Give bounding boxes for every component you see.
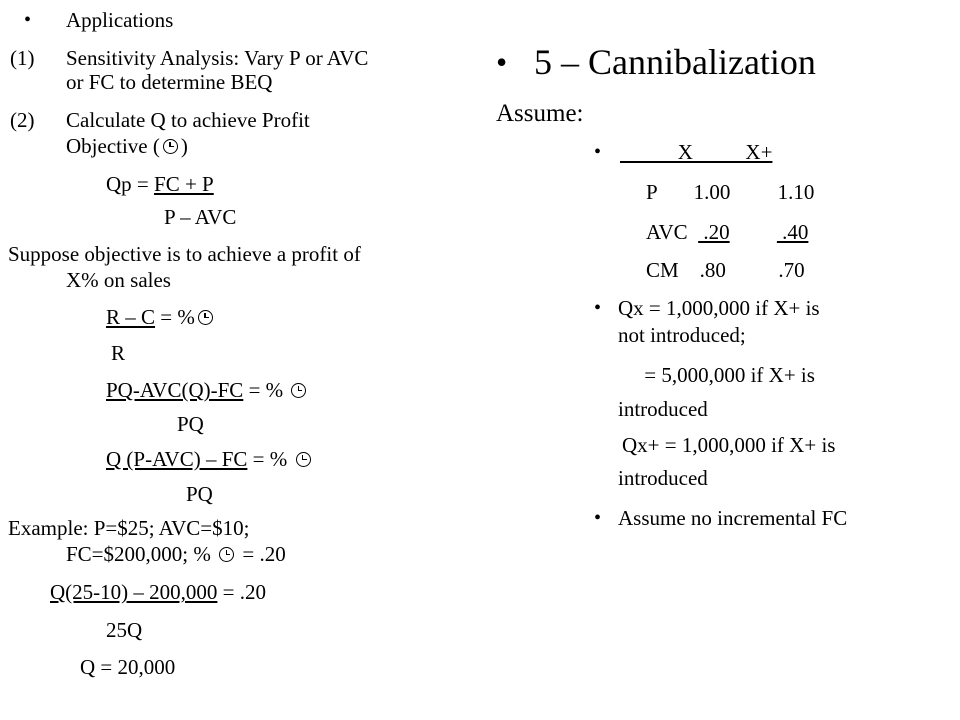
qp-numerator: FC + P: [154, 172, 214, 196]
bullet-icon: •: [594, 297, 602, 319]
qx-line2: not introduced;: [618, 323, 746, 347]
row-avc: AVC .20 .40: [646, 220, 809, 244]
item1-number: (1): [10, 46, 35, 70]
qp-formula: Qp = FC + P: [106, 172, 214, 196]
table-header: X X+: [620, 140, 773, 164]
pi-symbol-icon: [219, 547, 234, 562]
qxplus-line2: introduced: [618, 466, 708, 490]
avc-x-value: .20: [698, 220, 730, 244]
avc-xplus-value: .40: [776, 220, 809, 244]
equation1-denominator: R: [111, 341, 126, 365]
suppose-line2: X% on sales: [66, 268, 171, 292]
qxplus-line1: Qx+ = 1,000,000 if X+ is: [622, 433, 836, 457]
equation4-denominator: 25Q: [106, 618, 143, 642]
equation3: Q (P-AVC) – FC = %: [106, 447, 314, 471]
bullet-icon: •: [594, 507, 602, 529]
equation4-numerator: Q(25-10) – 200,000: [50, 580, 218, 604]
equation4: Q(25-10) – 200,000 = .20: [50, 580, 266, 604]
equation1: R – C = %: [106, 305, 216, 329]
qx-line4: introduced: [618, 397, 708, 421]
example-line2: FC=$200,000; % = .20: [66, 542, 286, 566]
row-p: P 1.00 1.10: [646, 180, 815, 204]
applications-heading: Applications: [66, 8, 174, 32]
equation2-numerator: PQ-AVC(Q)-FC: [106, 378, 244, 402]
assume-no-fc: Assume no incremental FC: [618, 506, 848, 530]
bullet-icon: •: [496, 44, 508, 80]
qp-denominator: P – AVC: [164, 205, 237, 229]
item2-line1: Calculate Q to achieve Profit: [66, 108, 310, 132]
equation3-numerator: Q (P-AVC) – FC: [106, 447, 248, 471]
equation2-denominator: PQ: [177, 412, 204, 436]
equation1-numerator: R – C: [106, 305, 156, 329]
equation3-denominator: PQ: [186, 482, 213, 506]
equation2: PQ-AVC(Q)-FC = %: [106, 378, 309, 402]
row-cm: CM .80 .70: [646, 258, 805, 282]
item2-line2: Objective ( ): [66, 134, 188, 158]
qx-line3: = 5,000,000 if X+ is: [618, 363, 815, 387]
item1-line2: or FC to determine BEQ: [66, 70, 273, 94]
pi-symbol-icon: [198, 310, 213, 325]
suppose-line1: Suppose objective is to achieve a profit of: [8, 242, 361, 266]
example-line1: Example: P=$25; AVC=$10;: [8, 516, 250, 540]
assume-heading: Assume:: [496, 100, 584, 127]
bullet-icon: •: [24, 9, 32, 31]
item2-number: (2): [10, 108, 35, 132]
bullet-icon: •: [594, 141, 602, 163]
pi-symbol-icon: [296, 452, 311, 467]
result-line: Q = 20,000: [80, 655, 176, 679]
pi-symbol-icon: [163, 139, 178, 154]
slide-title: 5 – Cannibalization: [534, 42, 816, 82]
qx-line1: Qx = 1,000,000 if X+ is: [618, 296, 820, 320]
item1-line1: Sensitivity Analysis: Vary P or AVC: [66, 46, 369, 70]
pi-symbol-icon: [291, 383, 306, 398]
